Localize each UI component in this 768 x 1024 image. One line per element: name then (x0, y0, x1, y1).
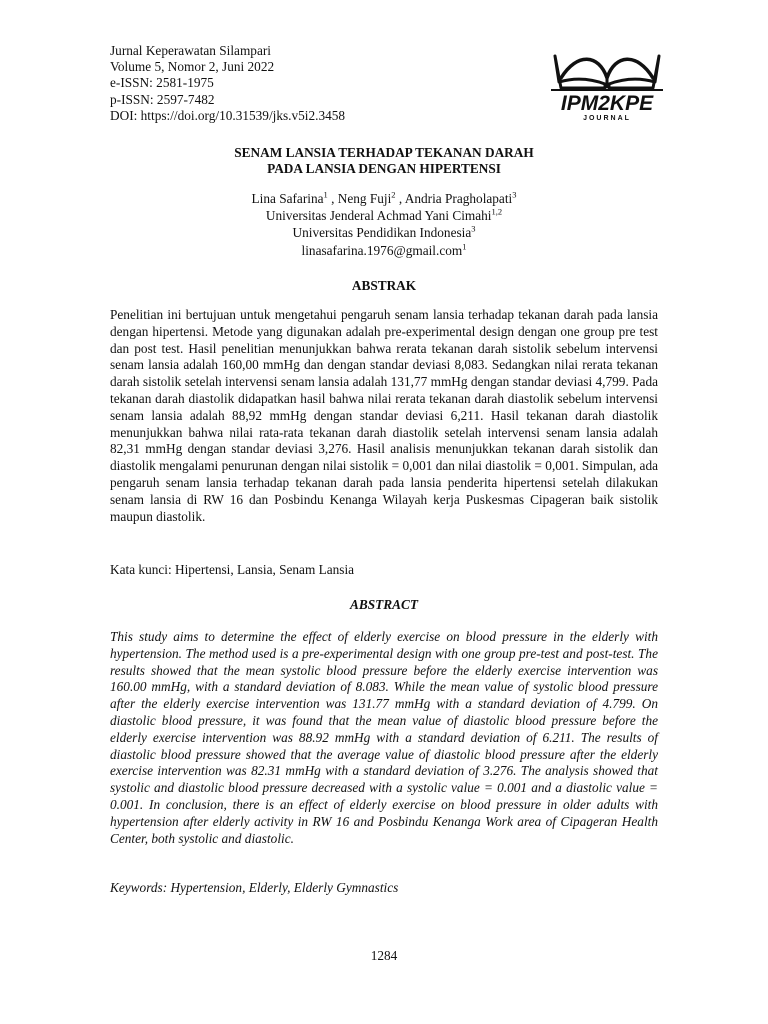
author-names (110, 190, 658, 207)
author-2-sup: 2 (391, 189, 396, 200)
journal-doi[interactable]: DOI: https://doi.org/10.31539/jks.v5i2.3458 (110, 107, 346, 123)
kata-kunci: Kata kunci: Hipertensi, Lansia, Senam Lansia (110, 562, 355, 577)
abstrak-text: Penelitian ini bertujuan untuk mengetahui pengaruh senam lansia terhadap tekanan darah pada lansia dengan hipertensi. Metode yang digunakan adalah pre-experimental design dengan one group pre test dan post test. Hasil penelitian menunjukkan bahwa rerata tekanan darah sistolik sebelum intervensi senam lansia adalah 160,00 mmHg dan dengan standar deviasi 8,083. Sedangkan nilai rerata tekanan darah sistolik setelah intervensi senam lansia adalah 131,77 mmHg dengan standar deviasi 4,799. Pada tekanan darah diastolik didapatkan hasil bahwa nilai rerata tekanan darah diastolik sebelum intervensi senam lansia adalah 88,92 mmHg dengan standar deviasi 6,211. Hasil tekanan darah diastolik menunjukkan bahwa nilai rata-rata tekanan darah diastolik setelah intervensi senam lansia adalah 82,31 mmHg dengan standar deviasi 3,276. Hasil analisis menunjukkan tekanan darah sistolik dan diastolik mengalami penurunan dengan nilai sistolik = 0,001 dan nilai diastolik = 0,001. Simpulan, ada pengaruh senam lansia terhadap tekanan darah pada lansia penderita hipertensi setelah dilakukan senam lansia di RW 16 dan Posbindu Kenanga Wilayah kerja Puskesmas Cipageran baik sistolik maupun diastolik. (110, 307, 658, 524)
abstract-heading: ABSTRACT (350, 597, 418, 612)
abstrak-heading: ABSTRAK (351, 278, 417, 293)
journal-name: Jurnal Keperawatan Silampari (110, 43, 271, 58)
journal-logo (547, 48, 667, 123)
author-block (110, 190, 658, 259)
abstract-text: This study aims to determine the effect of elderly exercise on blood pressure in the elderly with hypertension. The method used is a pre-experimental design with one group pre-test and post-test. The results showed that the mean systolic blood pressure before the elderly exercise intervention was 160.00 mmHg, with a standard deviation of 8.083. While the mean value of systolic blood pressure after the elderly exercise intervention was 131.77 mmHg with a standard deviation of 4.799. On diastolic blood pressure, it was found that the mean value of diastolic blood pressure before the elderly exercise intervention was 88.92 mmHg with a standard deviation of 6.211. The results of diastolic blood pressure showed that the average value of diastolic blood pressure after the elderly exercise intervention was 82.31 mmHg with a standard deviation of 3.276. The analysis showed that systolic and diastolic blood pressure decreased with a systolic value = 0.001 and a diastolic value = 0.001. In conclusion, there is an effect of elderly exercise on blood pressure in older adults with hypertension after elderly activity in RW 16 and Posbindu Kenanga Work area of Cipageran Health Center, both systolic and diastolic. (110, 629, 658, 846)
author-email[interactable]: linasafarina.1976@gmail.com$^1$ (301, 241, 467, 258)
author-1-sup: 1 (323, 189, 328, 200)
author-3: , Andria Pragholapati (395, 191, 513, 206)
journal-pissn: p-ISSN: 2597-7482 (110, 91, 215, 107)
title-line-1: SENAM LANSIA TERHADAP TEKANAN DARAH (234, 145, 534, 160)
affiliation-1: Universitas Jenderal Achmad Yani Cimahi$^{1,2}$ (265, 206, 503, 224)
journal-volume: Volume 5, Nomor 2, Juni 2022 (110, 59, 275, 75)
article-title (110, 145, 658, 176)
author-3-sup: 3 (512, 189, 517, 200)
title-line-2: PADA LANSIA DENGAN HIPERTENSI (267, 160, 501, 176)
book-icon (547, 48, 667, 123)
logo-wordmark: IPM2KPE (560, 92, 654, 115)
journal-header (110, 43, 345, 124)
journal-eissn: e-ISSN: 2581-1975 (110, 75, 214, 91)
author-1: Lina Safarina (251, 191, 324, 206)
page-number: 1284 (370, 948, 398, 963)
author-2: , Neng Fuji (327, 191, 392, 206)
keywords: Keywords: Hypertension, Elderly, Elderly Gymnastics (110, 880, 399, 895)
affiliation-2: Universitas Pendidikan Indonesia$^3$ (292, 223, 476, 241)
logo-subtext: JOURNAL (583, 115, 631, 122)
